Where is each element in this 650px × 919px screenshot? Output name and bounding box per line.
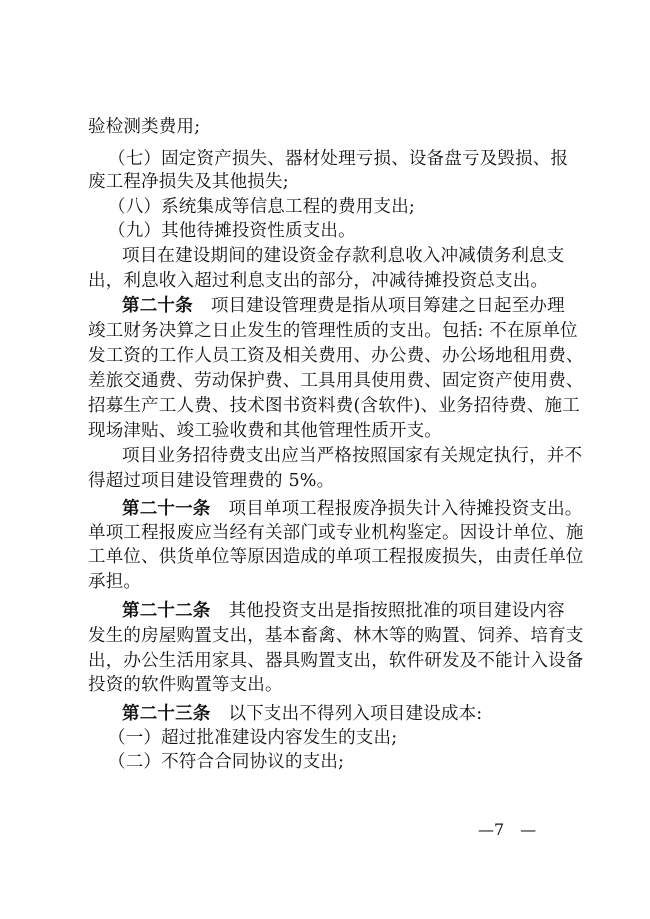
- page-number: —7 —: [478, 820, 537, 839]
- text-line: 单项工程报废应当经有关部门或专业机构鉴定。因设计单位、施: [88, 523, 584, 543]
- text-line: 其他投资支出是指按照批准的项目建设内容: [228, 601, 565, 621]
- text-line: 承担。: [88, 572, 142, 592]
- text-line: 招募生产工人费、技术图书资料费(含软件)、业务招待费、施工: [88, 396, 580, 416]
- text-line: 差旅交通费、劳动保护费、工具用具使用费、固定资产使用费、: [88, 371, 584, 391]
- article-heading: 第二十一条: [122, 499, 211, 519]
- text-line: 发工资的工作人员工资及相关费用、办公费、办公场地租用费、: [88, 346, 584, 366]
- text-line: 以下支出不得列入项目建设成本:: [228, 704, 483, 724]
- article-heading: 第二十二条: [122, 601, 211, 621]
- text-line: 现场津贴、竣工验收费和其他管理性质开支。: [88, 421, 442, 441]
- article-heading: 第二十条: [122, 296, 193, 316]
- text-line: 项目建设管理费是指从项目筹建之日起至办理: [210, 296, 565, 316]
- text-line: 废工程净损失及其他损失;: [88, 172, 289, 192]
- text-line: 验检测类费用;: [88, 117, 201, 137]
- article-paragraph-start: [122, 296, 565, 316]
- text-line: 投资的软件购置等支出。: [88, 675, 283, 695]
- text-line: （二）不符合合同协议的支出;: [108, 752, 345, 772]
- text-line: 得超过项目建设管理费的 5%。: [88, 471, 335, 491]
- text-line: 发生的房屋购置支出，基本畜禽、林木等的购置、饲养、培育支: [88, 626, 584, 646]
- text-line: 出，利息收入超过利息支出的部分，冲减待摊投资总支出。: [88, 271, 549, 291]
- text-line: 项目在建设期间的建设资金存款利息收入冲减债务利息支: [122, 246, 565, 266]
- text-line: 工单位、供货单位等原因造成的单项工程报废损失，由责任单位: [88, 547, 584, 567]
- text-line: （一）超过批准建设内容发生的支出;: [108, 728, 398, 748]
- article-paragraph-start: [122, 704, 482, 724]
- article-heading: 第二十三条: [122, 704, 211, 724]
- article-paragraph-start: [122, 601, 565, 621]
- text-line: （九）其他待摊投资性质支出。: [108, 221, 356, 241]
- article-paragraph-start: [122, 499, 583, 519]
- text-line: （七）固定资产损失、器材处理亏损、设备盘亏及毁损、报: [108, 149, 569, 169]
- text-line: （八）系统集成等信息工程的费用支出;: [108, 197, 415, 217]
- text-line: 项目单项工程报废净损失计入待摊投资支出。: [228, 499, 583, 519]
- text-line: 竣工财务决算之日止发生的管理性质的支出。包括: 不在原单位: [88, 321, 578, 341]
- text-line: 项目业务招待费支出应当严格按照国家有关规定执行，并不: [122, 446, 583, 466]
- text-line: 出，办公生活用家具、器具购置支出，软件研发及不能计入设备: [88, 651, 584, 671]
